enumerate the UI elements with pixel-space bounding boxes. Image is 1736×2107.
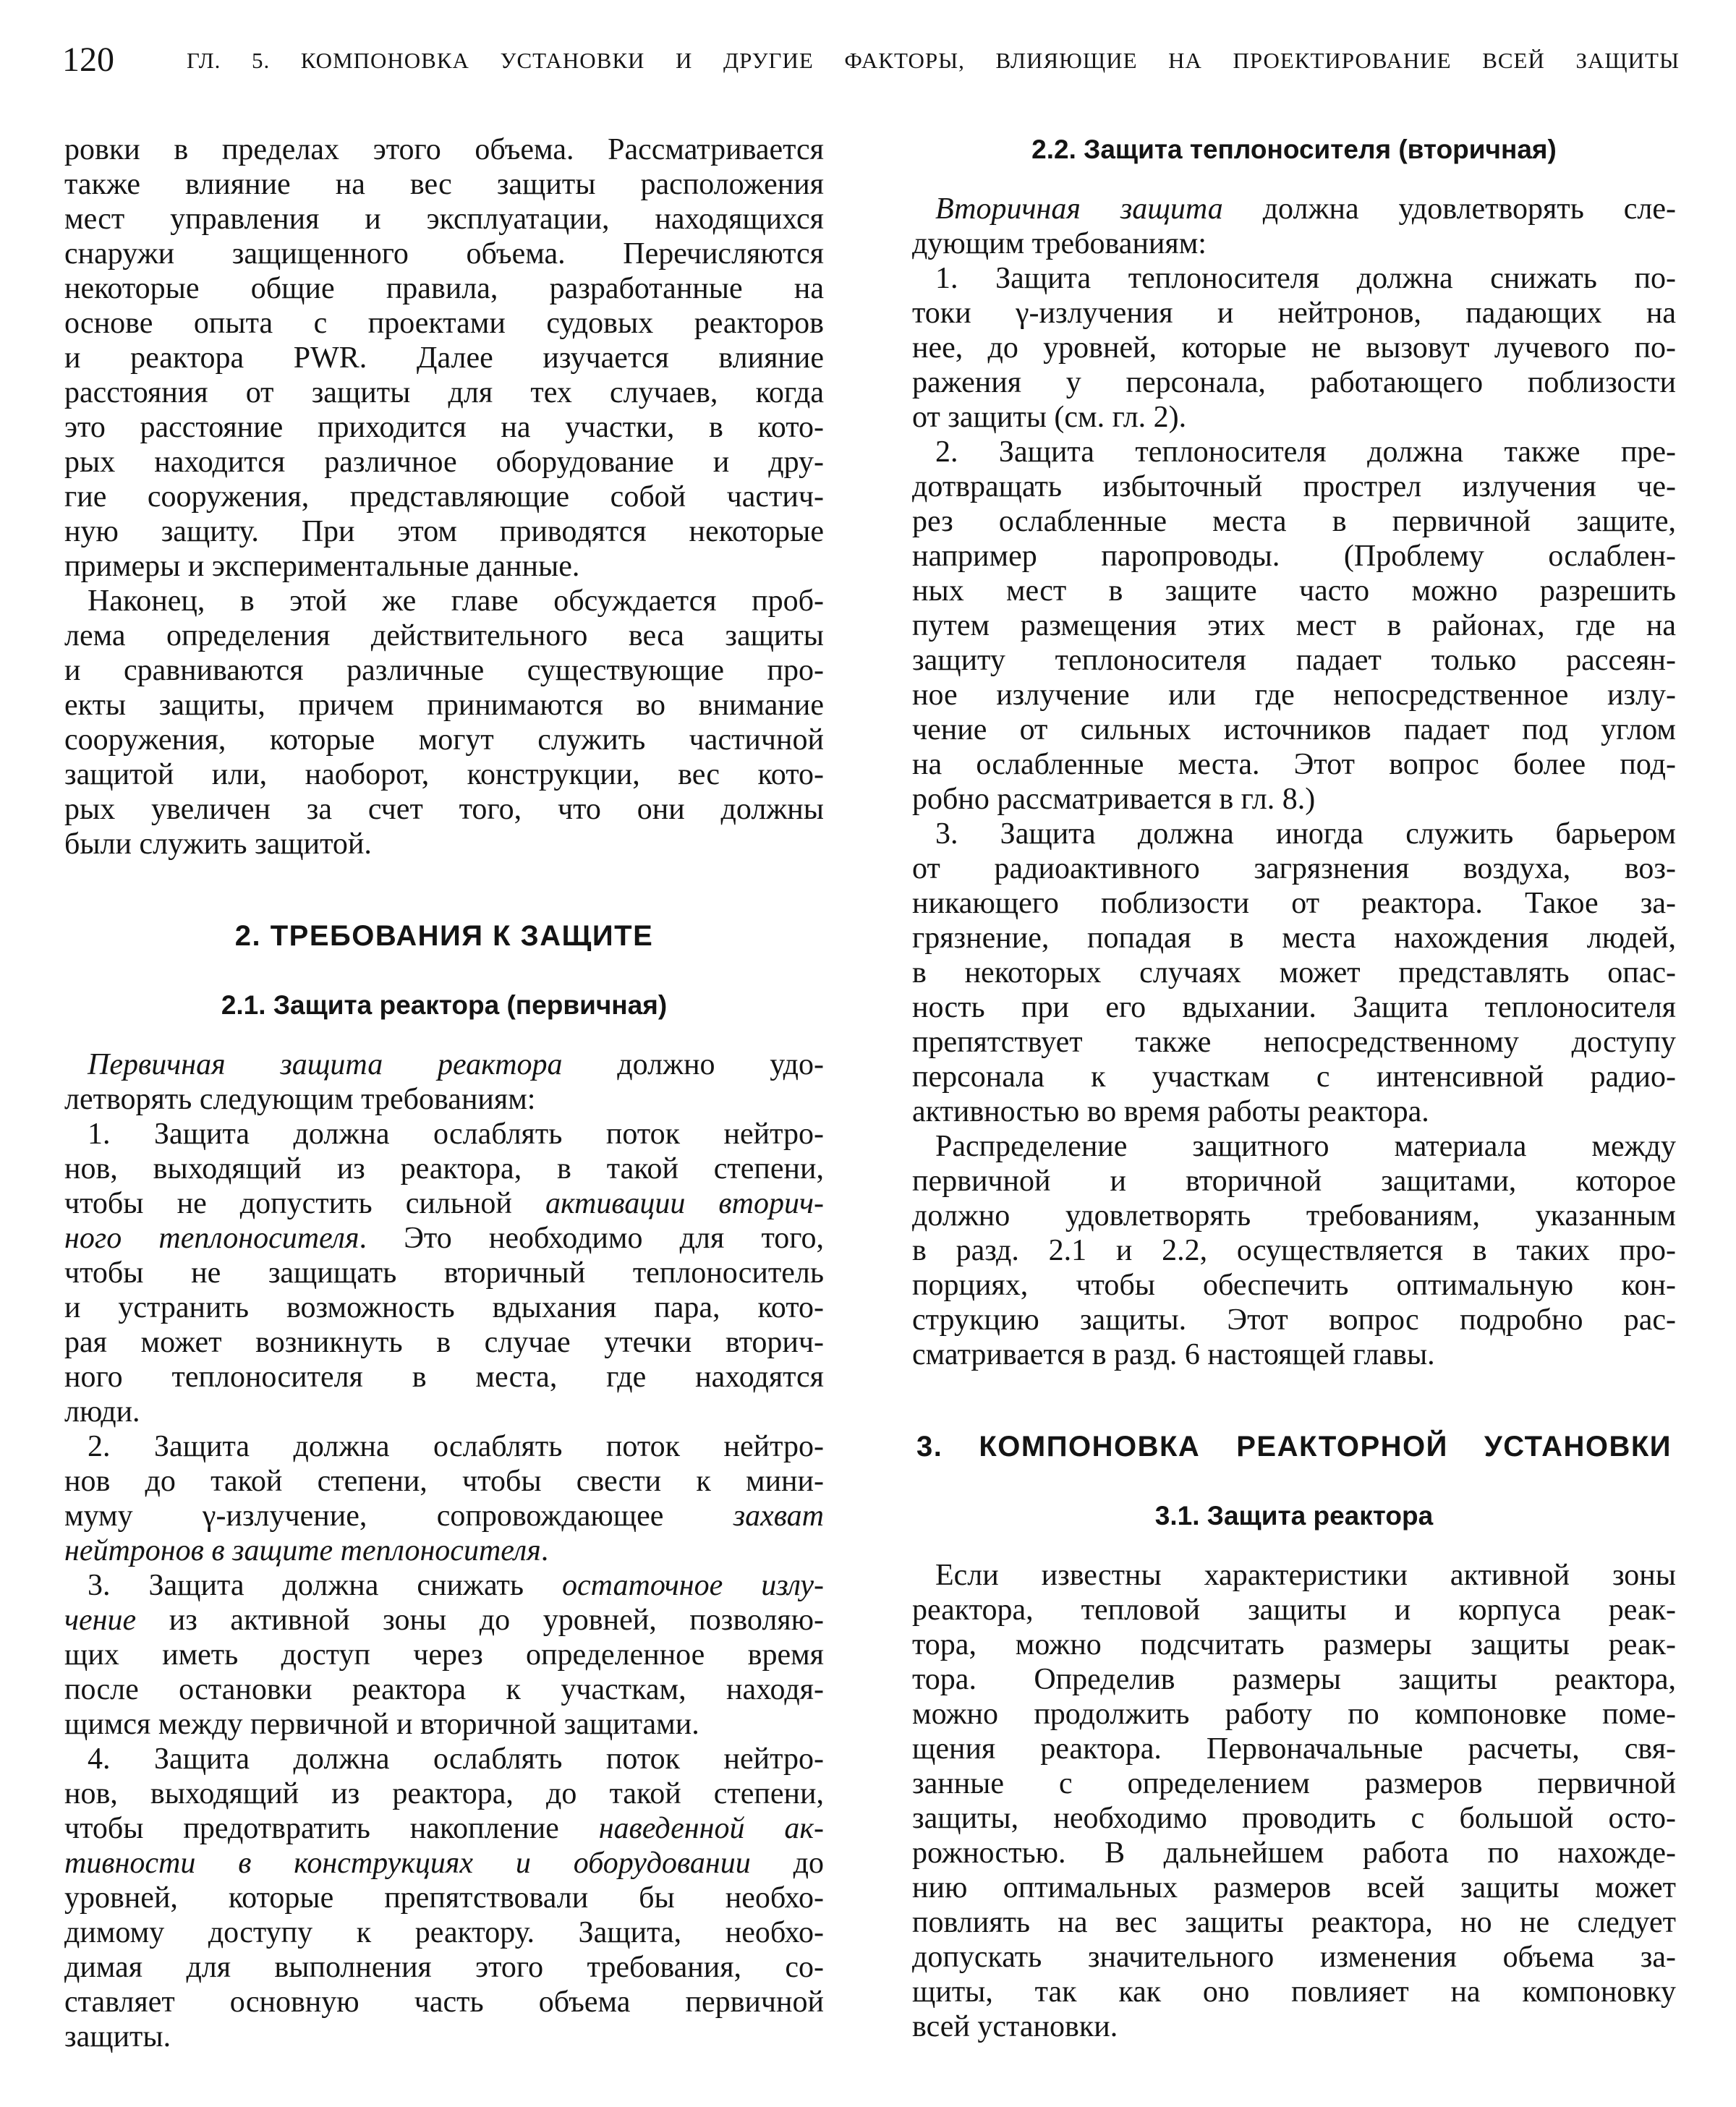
text-line: защиты, необходимо проводить с большой осто- — [912, 1802, 1676, 1835]
italic-text: нейтронов в защите теплоносителя — [64, 1534, 541, 1567]
text-line: чтобы не защищать вторичный теплоноситель — [64, 1256, 824, 1290]
text-line: Распределение защитного материала между — [935, 1130, 1676, 1163]
paragraph — [64, 1568, 824, 1742]
text-line — [64, 1533, 824, 1568]
text-line: грязнение, попадая в места нахождения людей, — [912, 921, 1676, 955]
paragraph — [64, 1742, 824, 2054]
text-line — [64, 1811, 824, 1846]
italic-text: Первичная защита реактора — [88, 1048, 563, 1081]
text-line: путем размещения этих мест в районах, где на — [912, 609, 1676, 642]
text-line: были служить защитой. — [64, 827, 372, 861]
text-line: рых увеличен за счет того, что они должны — [64, 793, 824, 826]
text-line: люди. — [64, 1395, 140, 1429]
text-line: 1. Защита теплоносителя должна снижать по- — [935, 262, 1676, 295]
text-line: дотвращать избыточный прострел излучения че- — [912, 470, 1676, 503]
text-line: робно рассматривается в гл. 8.) — [912, 783, 1316, 816]
text-line: первичной и вторичной защитами, которое — [912, 1165, 1676, 1198]
text-line: повлиять на вес защиты реактора, но не следует — [912, 1906, 1676, 1939]
text-segment: должно удо- — [562, 1048, 824, 1081]
text-line: тора. Определив размеры защиты реактора, — [912, 1663, 1676, 1696]
text-line: нию оптимальных размеров всей защиты может — [912, 1871, 1676, 1904]
italic-text: чение — [64, 1604, 137, 1637]
text-line: персонала к участкам с интенсивной радио- — [912, 1060, 1676, 1094]
section-heading: 3. КОМПОНОВКА РЕАКТОРНОЙ УСТАНОВКИ — [916, 1431, 1672, 1463]
text-line: защитой или, наоборот, конструкции, вес кото- — [64, 758, 824, 791]
text-line: щиты, так как оно повлияет на компоновку — [912, 1975, 1676, 2009]
text-line: димая для выполнения этого требования, со- — [64, 1951, 824, 1984]
text-segment: . Это необходимо для того, — [359, 1222, 824, 1255]
text-line: ставляет основную часть объема первичной — [64, 1985, 824, 2019]
text-segment: до — [750, 1847, 824, 1880]
text-segment: 3. Защита должна снижать — [88, 1569, 563, 1602]
italic-text: тивности в конструкциях и оборудовании — [64, 1847, 751, 1880]
text-line: защиты. — [64, 2020, 171, 2053]
text-line: тора, можно подсчитать размеры защиты реак- — [912, 1628, 1676, 1661]
text-line: допускать значительного изменения объема за- — [912, 1941, 1676, 1974]
left-column — [64, 132, 824, 2054]
text-segment: чтобы не допустить сильной — [64, 1187, 545, 1220]
text-segment: чтобы предотвратить накопление — [64, 1812, 599, 1845]
text-line — [64, 1221, 824, 1256]
text-line: всей установки. — [912, 2010, 1118, 2043]
section-heading: 2. ТРЕБОВАНИЯ К ЗАЩИТЕ — [234, 920, 654, 952]
text-line: и реактора PWR. Далее изучается влияние — [64, 341, 824, 375]
text-segment: должна удовлетворять сле- — [1222, 192, 1676, 226]
paragraph — [64, 132, 824, 584]
text-line: 3. Защита должна иногда служить барьером — [935, 817, 1676, 851]
text-line: это расстояние приходится на участки, в кото- — [64, 411, 824, 444]
text-line — [64, 1603, 824, 1638]
text-line: рых находится различное оборудование и дру- — [64, 446, 824, 479]
text-line: 4. Защита должна ослаблять поток нейтро- — [88, 1742, 824, 1776]
text-line — [64, 1568, 824, 1603]
italic-text: захват — [733, 1499, 824, 1533]
italic-text: Вторичная защита — [935, 192, 1223, 226]
text-line: и сравниваются различные существующие про- — [64, 654, 824, 687]
text-line: защиту теплоносителя падает только рассеян- — [912, 644, 1676, 677]
text-line: дующим требованиям: — [912, 227, 1207, 260]
text-line: после остановки реактора к участкам, находя- — [64, 1673, 824, 1706]
text-line: щения реактора. Первоначальные расчеты, свя- — [912, 1732, 1676, 1766]
text-line: порциях, чтобы обеспечить оптимальную кон- — [912, 1269, 1676, 1302]
text-line: реактора, тепловой защиты и корпуса реак- — [912, 1593, 1676, 1627]
text-line: примеры и экспериментальные данные. — [64, 550, 580, 583]
text-line: ного теплоносителя в места, где находятся — [64, 1361, 824, 1394]
text-line: основе опыта с проектами судовых реакторов — [64, 307, 824, 340]
paragraph — [912, 192, 1676, 261]
subsection-heading: 2.2. Защита теплоносителя (вторичная) — [1031, 135, 1557, 164]
text-line: активностью во время работы реактора. — [912, 1095, 1429, 1128]
text-line: нов до такой степени, чтобы свести к мини- — [64, 1465, 824, 1498]
page-number: 120 — [62, 41, 114, 79]
text-line: димому доступу к реактору. Защита, необхо- — [64, 1916, 824, 1949]
text-segment: из активной зоны до уровней, позволяю- — [136, 1604, 824, 1637]
text-line: лема определения действительного веса защиты — [64, 619, 824, 652]
text-line: ровки в пределах этого объема. Рассматривается — [64, 133, 824, 166]
paragraph — [64, 584, 824, 861]
paragraph — [912, 1558, 1676, 2044]
text-line: препятствует также непосредственному доступу — [912, 1026, 1676, 1059]
text-line: рая может возникнуть в случае утечки вторич- — [64, 1326, 824, 1359]
text-line — [64, 1499, 824, 1533]
text-line: должно удовлетворять требованиям, указанным — [912, 1199, 1676, 1233]
text-line: в разд. 2.1 и 2.2, осуществляется в таких про- — [912, 1234, 1676, 1267]
text-line: никающего поблизости от реактора. Такое за- — [912, 887, 1676, 920]
text-line: мест управления и эксплуатации, находящихся — [64, 203, 824, 236]
text-line: сооружения, которые могут служить частичной — [64, 723, 824, 757]
paragraph — [912, 1129, 1676, 1372]
text-segment: муму γ-излучение, сопровождающее — [64, 1499, 733, 1533]
text-line: ражения у персонала, работающего поблизости — [912, 366, 1676, 399]
text-line: рожностью. В дальнейшем работа по нахожде- — [912, 1836, 1676, 1870]
text-line: расстояния от защиты для тех случаев, когда — [64, 376, 824, 409]
text-segment: . — [540, 1534, 549, 1567]
paragraph — [64, 1429, 824, 1568]
italic-text: остаточное излу- — [562, 1569, 824, 1602]
text-line: чение от сильных источников падает под углом — [912, 713, 1676, 746]
text-line: Наконец, в этой же главе обсуждается проб- — [88, 584, 824, 618]
italic-text: ного теплоносителя — [64, 1222, 359, 1255]
text-line: например паропроводы. (Проблему ослаблен- — [912, 540, 1676, 573]
paragraph — [64, 1047, 824, 1117]
text-line — [64, 1047, 824, 1082]
right-column — [912, 132, 1676, 2044]
text-line: токи γ-излучения и нейтронов, падающих на — [912, 297, 1676, 330]
paragraph — [912, 435, 1676, 817]
text-line: снаружи защищенного объема. Перечисляются — [64, 237, 824, 271]
text-line: струкцию защиты. Этот вопрос подробно рас- — [912, 1303, 1676, 1337]
text-line: екты защиты, причем принимаются во внимание — [64, 689, 824, 722]
text-line: нов, выходящий из реактора, до такой степени, — [64, 1777, 824, 1810]
text-line: 1. Защита должна ослаблять поток нейтро- — [88, 1118, 824, 1151]
text-line: сматривается в разд. 6 настоящей главы. — [912, 1338, 1435, 1371]
subsection-heading: 3.1. Защита реактора — [1154, 1501, 1434, 1531]
text-line: 2. Защита теплоносителя должна также пре- — [935, 435, 1676, 469]
subsection-heading: 2.1. Защита реактора (первичная) — [221, 990, 668, 1020]
text-line — [912, 192, 1676, 226]
text-line: 2. Защита должна ослаблять поток нейтро- — [88, 1430, 824, 1463]
text-line: ных мест в защите часто можно разрешить — [912, 574, 1676, 608]
text-line: ное излучение или где непосредственное излу- — [912, 678, 1676, 712]
text-line: Если известны характеристики активной зоны — [935, 1559, 1676, 1592]
text-line: в некоторых случаях может представлять опас- — [912, 956, 1676, 989]
text-line: ную защиту. При этом приводятся некоторые — [64, 515, 824, 548]
text-line — [64, 1846, 824, 1881]
text-line: уровней, которые препятствовали бы необхо- — [64, 1881, 824, 1915]
text-line: летворять следующим требованиям: — [64, 1083, 536, 1116]
text-line: занные с определением размеров первичной — [912, 1767, 1676, 1800]
text-line: от радиоактивного загрязнения воздуха, воз- — [912, 852, 1676, 885]
text-line: гие сооружения, представляющие собой частич- — [64, 480, 824, 514]
text-line: рез ослабленные места в первичной защите, — [912, 505, 1676, 538]
text-line: от защиты (см. гл. 2). — [912, 401, 1187, 434]
text-line: щимся между первичной и вторичной защитами. — [64, 1708, 699, 1741]
paragraph — [64, 1117, 824, 1429]
text-line: также влияние на вес защиты расположения — [64, 168, 824, 201]
italic-text: наведенной ак- — [598, 1812, 824, 1845]
running-header: ГЛ. 5. КОМПОНОВКА УСТАНОВКИ И ДРУГИЕ ФАКТОРЫ, ВЛИЯЮЩИЕ НА ПРОЕКТИРОВАНИЕ ВСЕЙ ЗАЩИТЫ — [187, 48, 1680, 73]
paragraph — [912, 817, 1676, 1129]
text-line: можно продолжить работу по компоновке поме- — [912, 1698, 1676, 1731]
paragraph — [912, 261, 1676, 435]
text-line — [64, 1186, 824, 1221]
italic-text: активации вторич- — [545, 1187, 824, 1220]
text-line: ность при его вдыхании. Защита теплоносителя — [912, 991, 1676, 1024]
text-line: нее, до уровней, которые не вызовут лучевого по- — [912, 331, 1676, 365]
text-line: на ослабленные места. Этот вопрос более под- — [912, 748, 1676, 781]
text-line: некоторые общие правила, разработанные на — [64, 272, 824, 305]
text-line: и устранить возможность вдыхания пара, кото- — [64, 1291, 824, 1324]
text-line: нов, выходящий из реактора, в такой степени, — [64, 1152, 824, 1186]
text-line: щих иметь доступ через определенное время — [64, 1638, 824, 1672]
